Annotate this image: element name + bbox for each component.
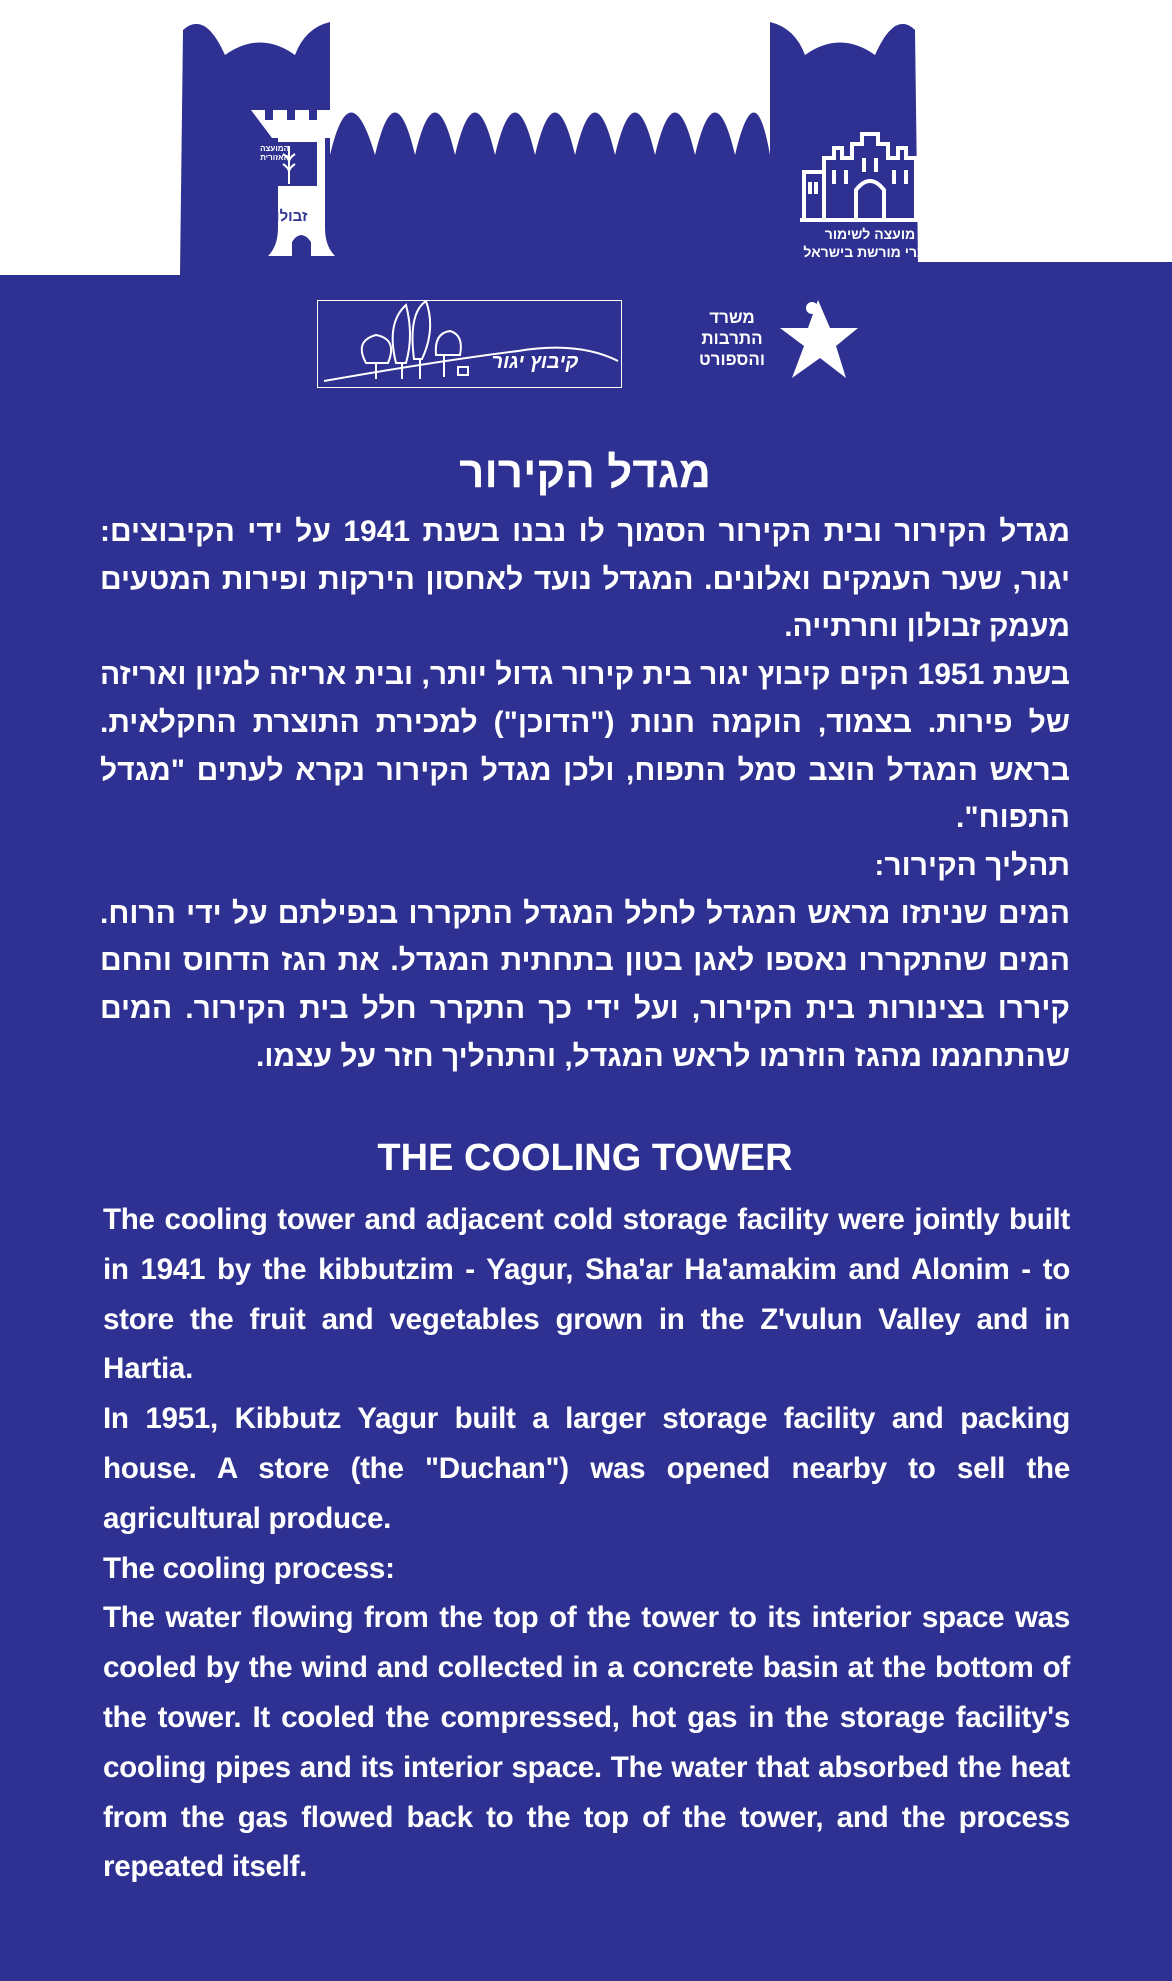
- english-subheading: The cooling process:: [103, 1551, 395, 1585]
- kibbutz-landscape-icon: [318, 301, 623, 389]
- heritage-logo: [790, 120, 950, 270]
- hebrew-body: [100, 508, 1070, 1080]
- english-paragraph: The cooling tower and adjacent cold storage facility were jointly built in 1941 by the kibbutzim - Yagur, Sha'ar Ha'amakim and Alonim - to store the fruit and vegetables grown in the Z'vulun Valley and in Hartia.: [103, 1203, 1070, 1386]
- kibbutz-yagur-logo: [317, 300, 622, 388]
- english-body: [103, 1195, 1070, 1892]
- heritage-gate-icon: [790, 120, 950, 230]
- kibbutz-label: קיבוץ יגור: [491, 351, 579, 373]
- star-figure-icon: [778, 298, 858, 390]
- english-paragraph: In 1951, Kibbutz Yagur built a larger storage facility and packing house. A store (the "Duchan") was opened nearby to sell the agricultural produce.: [103, 1402, 1070, 1535]
- ministry-line2: התרבות: [701, 329, 763, 348]
- zvulun-logo: [243, 110, 335, 256]
- hebrew-paragraph: בשנת 1951 הקים קיבוץ יגור בית קירור גדול יותר, ובית אריזה למיון ואריזה של פירות. בצמוד, הוקמה חנות ("הדוכן") למכירת התוצרת החקלאית. בראש המגדל הוצב סמל התפוח, ולכן מגדל הקירור נקרא לעתים "מגדל התפוח".: [100, 658, 1070, 835]
- zvulun-top-label: המועצה האזורית: [260, 144, 289, 163]
- ministry-line1: משרד: [709, 308, 755, 327]
- english-title: THE COOLING TOWER: [377, 1137, 793, 1179]
- heritage-line2: אתרי מורשת בישראל: [803, 244, 937, 260]
- hebrew-subheading: תהליך הקירור:: [874, 848, 1070, 882]
- english-paragraph: The water flowing from the top of the tower to its interior space was cooled by the wind and collected in a concrete basin at the bottom of the tower. It cooled the compressed, hot gas in the storage facility's cooling pipes and its interior space. The water that absorbed the heat from the gas flowed back to the top of the tower, and the process repeated itself.: [103, 1601, 1070, 1884]
- hebrew-paragraph: המים שניתזו מראש המגדל לחלל המגדל התקררו בנפילתם על ידי הרוח. המים שהתקררו נאספו לאגן בטון בתחתית המגדל. את הגז הדחוס והחם קיררו בצינורות בית הקירור, ועל ידי כך התקרר חלל בית הקירור. המים שהתחממו מהגז הוזרמו לראש המגדל, והתהליך חזר על עצמו.: [100, 896, 1070, 1073]
- hebrew-paragraph: מגדל הקירור ובית הקירור הסמוך לו נבנו בשנת 1941 על ידי הקיבוצים: יגור, שער העמקים ואלונים. המגדל נועד לאחסון הירקות ופירות המטעים מעמק זבולון וחרתייה.: [100, 515, 1070, 644]
- hebrew-title: מגדל הקירור: [459, 448, 711, 497]
- heritage-line1: מועצה לשימור: [824, 226, 916, 242]
- tower-emblem-icon: [243, 110, 335, 256]
- ministry-logo: [686, 298, 858, 390]
- ministry-line3: והספורט: [698, 350, 766, 369]
- zvulun-bottom-label: זבולון: [270, 208, 308, 225]
